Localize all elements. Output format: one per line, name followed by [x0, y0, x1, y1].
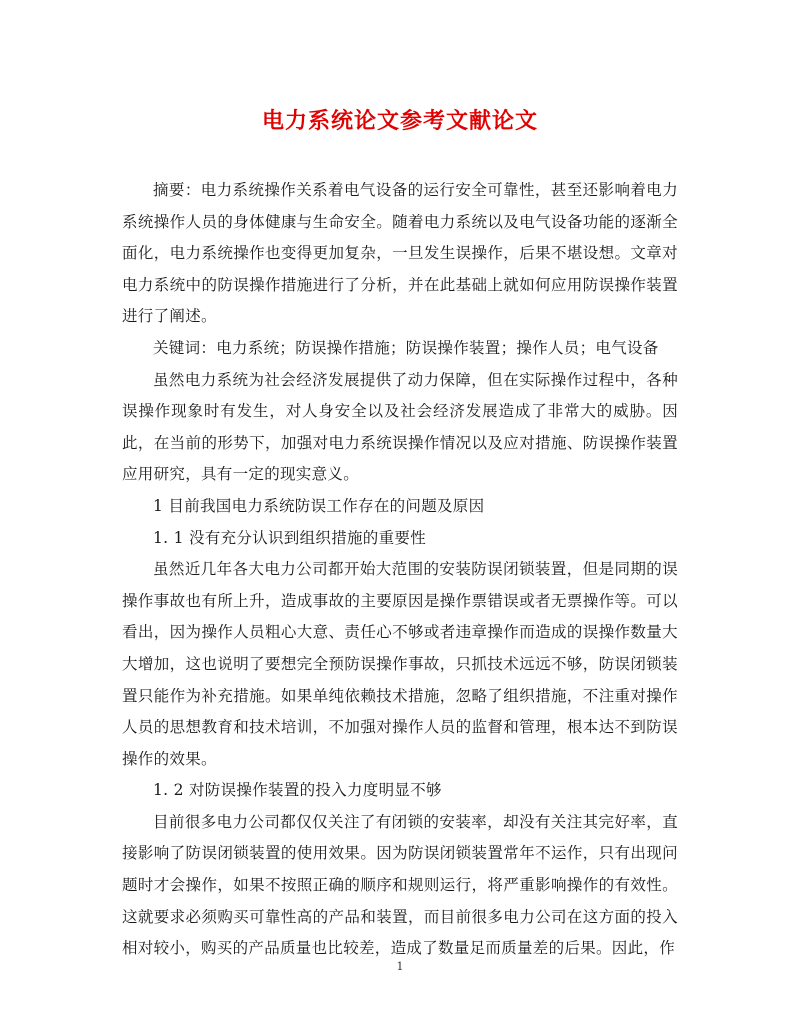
subsection-heading-1-2: 1. 2 对防误操作装置的投入力度明显不够	[153, 781, 442, 800]
page-number: 1	[396, 960, 404, 973]
subsection-heading-1-1: 1. 1 没有充分认识到组织措施的重要性	[153, 528, 427, 547]
keywords-paragraph: 关键词：电力系统；防误操作措施；防误操作装置；操作人员；电气设备	[153, 338, 659, 357]
document-title: 电力系统论文参考文献论文	[261, 109, 538, 134]
abstract-paragraph: 摘要：电力系统操作关系着电气设备的运行安全可靠性，甚至还影响着电力系统操作人员的身体健康与生命安全。随着电力系统以及电气设备功能的逐渐全面化，电力系统操作也变得更加复杂，一旦发生误操作，后果不堪设想。文章对电力系统中的防误操作措施进行了分析，并在此基础上就如何应用防误操作装置进行了阐述。	[122, 181, 678, 326]
intro-paragraph: 虽然电力系统为社会经济发展提供了动力保障，但在实际操作过程中，各种误操作现象时有发生，对人身安全以及社会经济发展造成了非常大的威胁。因此，在当前的形势下，加强对电力系统误操作情况以及应对措施、防误操作装置应用研究，具有一定的现实意义。	[122, 370, 678, 484]
body-paragraph: 虽然近几年各大电力公司都开始大范围的安装防误闭锁装置，但是同期的误操作事故也有所上升，造成事故的主要原因是操作票错误或者无票操作等。可以看出，因为操作人员粗心大意、责任心不够或者违章操作而造成的误操作数量大大增加，这也说明了要想完全预防误操作事故，只抓技术远远不够，防误闭锁装置只能作为补充措施。如果单纯依赖技术措施，忽略了组织措施，不注重对操作人员的思想教育和技术培训，不加强对操作人员的监督和管理，根本达不到防误操作的效果。	[122, 560, 678, 768]
body-paragraph: 目前很多电力公司都仅仅关注了有闭锁的安装率，却没有关注其完好率，直接影响了防误闭锁装置的使用效果。因为防误闭锁装置常年不运作，只有出现问题时才会操作，如果不按照正确的顺序和规则运行，将严重影响操作的有效性。这就要求必须购买可靠性高的产品和装置，而目前很多电力公司在这方面的投入相对较小，购买的产品质量也比较差，造成了数量足而质量差的后果。因此，作	[122, 812, 678, 958]
section-heading-1: 1 目前我国电力系统防误工作存在的问题及原因	[153, 496, 485, 515]
document-body	[122, 175, 678, 965]
